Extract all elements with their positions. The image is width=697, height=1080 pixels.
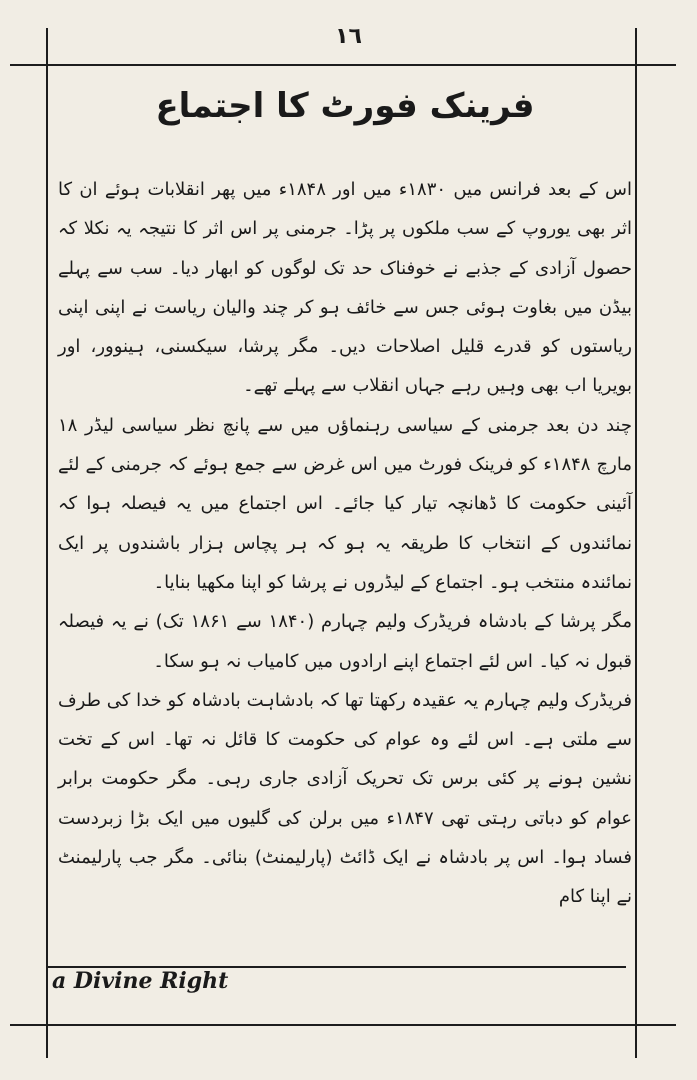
paragraph: مگر پرشا کے بادشاہ فریڈرک ولیم چہارم (۱۸۴۰ سے ۱۸۶۱ تک) نے یہ فیصلہ قبول نہ کیا۔ اس لئے اجتماع اپنے ارادوں میں کامیاب نہ ہو سکا۔ [58,611,633,672]
right-border-line [635,28,637,1058]
top-border-line [10,64,676,66]
body-text [58,170,632,917]
paragraph: اس کے بعد فرانس میں ۱۸۳۰ء میں اور ۱۸۴۸ء میں پھر انقلابات ہوئے ان کا اثر بھی یوروپ کے سب ملکوں پر پڑا۔ جرمنی پر اس اثر کا نتیجہ یہ نکلا کہ حصول آزادی کے جذبے نے خوفناک حد تک لوگوں کو ابھار دیا۔ سب سے پہلے بیڈن میں بغاوت ہوئی جس سے خائف ہو کر چند والیان ریاست نے اپنی اپنی ریاستوں کو قدرے قلیل اصلاحات دیں۔ مگر پرشا، سیکسنی، ہینوور، اور بویریا اب بھی وہیں رہے جہاں انقلاب سے پہلے تھے۔ [58,179,632,397]
page-number: ١٦ [335,24,362,49]
paragraph: چند دن بعد جرمنی کے سیاسی رہنماؤں میں سے پانچ نظر سیاسی لیڈر ۱۸ مارچ ۱۸۴۸ء کو فرینک فورٹ میں اس غرض سے جمع ہوئے کہ جرمنی کے لئے آئینی حکومت کا ڈھانچہ تیار کیا جائے۔ اس اجتماع میں یہ فیصلہ ہوا کہ نمائندوں کے انتخاب کا طریقہ یہ ہو کہ ہر پچاس ہزار باشندوں پر ایک نمائندہ منتخب ہو۔ اجتماع کے لیڈروں نے پرشا کو اپنا مکھیا بنایا۔ [58,414,632,593]
left-border-line [46,28,48,1058]
bottom-border-line [10,1024,676,1026]
paragraph: فریڈرک ولیم چہارم یہ عقیدہ رکھتا تھا کہ بادشاہت بادشاہ کو خدا کی طرف سے ملتی ہے۔ اس لئے وہ عوام کی حکومت کا قائل نہ تھا۔ اس کے تخت نشین ہونے پر کئی برس تک تحریک آزادی جاری رہی۔ مگر حکومت برابر عوام کو دباتی رہتی تھی ۱۸۴۷ء میں برلن کی گلیوں میں ایک بڑا زبردست فساد ہوا۔ اس پر بادشاہ نے ایک ڈائٹ (پارلیمنٹ) بنائی۔ مگر جب پارلیمنٹ نے اپنا کام [58,689,633,908]
footnote: a Divine Right [52,968,229,994]
chapter-title: فرینک فورٹ کا اجتماع [155,86,535,126]
